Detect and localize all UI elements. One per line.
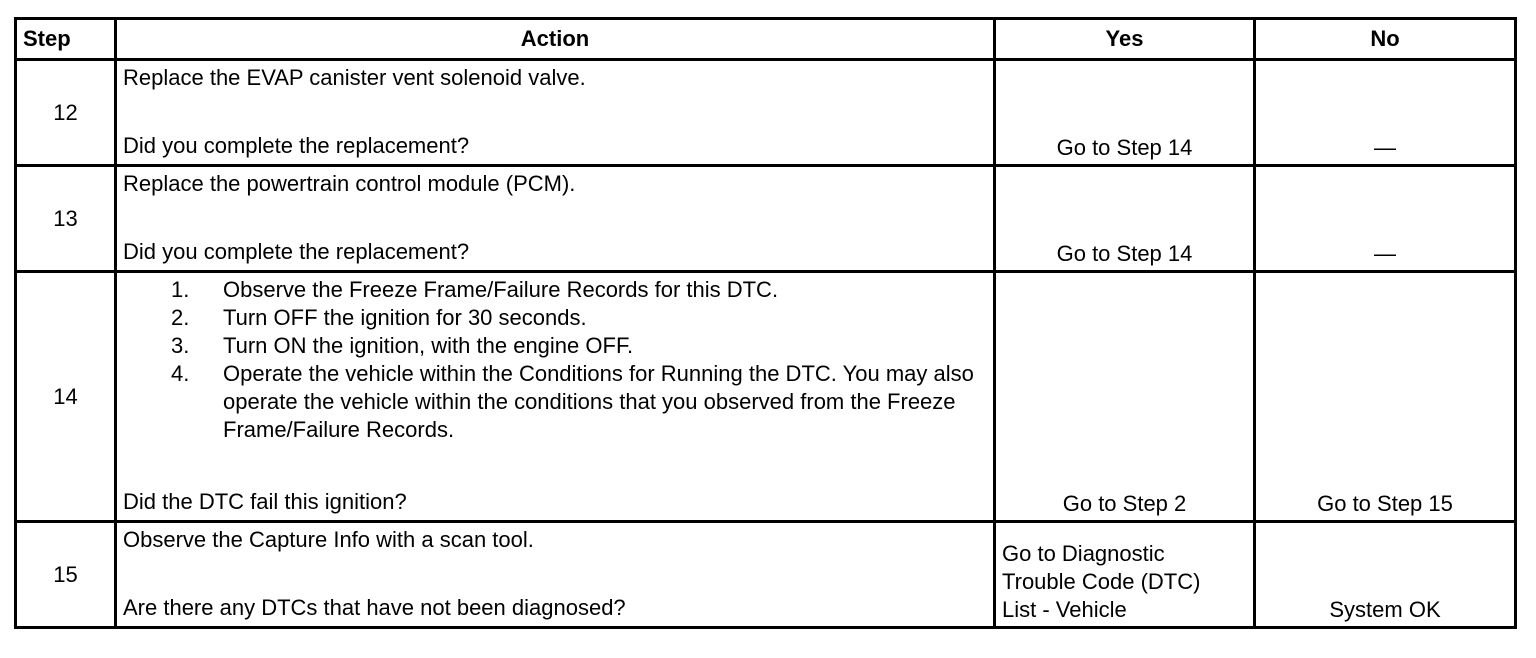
yes-cell bbox=[995, 272, 1255, 522]
question-text: Did you complete the replacement? bbox=[123, 133, 470, 158]
yes-line: Go to Diagnostic bbox=[1002, 541, 1165, 566]
question-text: Did the DTC fail this ignition? bbox=[123, 489, 407, 514]
table-row bbox=[16, 522, 1516, 628]
action-cell bbox=[116, 166, 995, 272]
action-text: Replace the powertrain control module (PCM). bbox=[123, 171, 576, 196]
no-text: System OK bbox=[1329, 597, 1441, 622]
table-row bbox=[16, 60, 1516, 166]
list-text: Operate the vehicle within the Conditions for Running the DTC. You may also operate the vehicle within the conditions that you observed from the Freeze Frame/Failure Records. bbox=[223, 361, 974, 442]
table-row bbox=[16, 272, 1516, 522]
header-yes: Yes bbox=[995, 19, 1255, 60]
list-number: 4. bbox=[171, 361, 190, 386]
table-row bbox=[16, 166, 1516, 272]
no-cell bbox=[1255, 522, 1516, 628]
list-item bbox=[171, 276, 987, 304]
no-cell bbox=[1255, 166, 1516, 272]
list-item bbox=[171, 360, 987, 444]
action-text: Observe the Capture Info with a scan tool. bbox=[123, 527, 534, 552]
list-number: 1. bbox=[171, 277, 190, 302]
header-action: Action bbox=[116, 19, 995, 60]
list-number: 3. bbox=[171, 333, 190, 358]
yes-text bbox=[1002, 540, 1247, 626]
yes-cell bbox=[995, 166, 1255, 272]
yes-cell bbox=[995, 522, 1255, 628]
header-step: Step bbox=[16, 19, 116, 60]
no-text: Go to Step 15 bbox=[1317, 491, 1453, 516]
list-text: Observe the Freeze Frame/Failure Records for this DTC. bbox=[223, 277, 779, 302]
procedure-list bbox=[123, 276, 987, 444]
step-number: 13 bbox=[16, 166, 116, 272]
no-text: — bbox=[1374, 135, 1396, 160]
list-item bbox=[171, 304, 987, 332]
yes-text: Go to Step 14 bbox=[1056, 241, 1193, 266]
header-row bbox=[16, 19, 1516, 60]
action-text: Replace the EVAP canister vent solenoid valve. bbox=[123, 65, 586, 90]
list-text: Turn OFF the ignition for 30 seconds. bbox=[223, 305, 587, 330]
step-number: 15 bbox=[16, 522, 116, 628]
question-text: Are there any DTCs that have not been diagnosed? bbox=[123, 595, 626, 620]
yes-text: Go to Step 2 bbox=[1062, 491, 1187, 516]
no-text: — bbox=[1374, 241, 1396, 266]
yes-line: Trouble Code (DTC) bbox=[1002, 569, 1201, 594]
question-text: Did you complete the replacement? bbox=[123, 239, 470, 264]
action-cell bbox=[116, 522, 995, 628]
list-text: Turn ON the ignition, with the engine OFF. bbox=[223, 333, 634, 358]
no-cell bbox=[1255, 272, 1516, 522]
yes-cell bbox=[995, 60, 1255, 166]
step-number: 12 bbox=[16, 60, 116, 166]
step-number: 14 bbox=[16, 272, 116, 522]
yes-line: List - Vehicle bbox=[1002, 597, 1127, 622]
list-item bbox=[171, 332, 987, 360]
diagnostic-table bbox=[14, 17, 1517, 629]
header-no: No bbox=[1255, 19, 1516, 60]
no-cell bbox=[1255, 60, 1516, 166]
action-cell bbox=[116, 272, 995, 522]
yes-text: Go to Step 14 bbox=[1056, 135, 1193, 160]
action-cell bbox=[116, 60, 995, 166]
list-number: 2. bbox=[171, 305, 190, 330]
